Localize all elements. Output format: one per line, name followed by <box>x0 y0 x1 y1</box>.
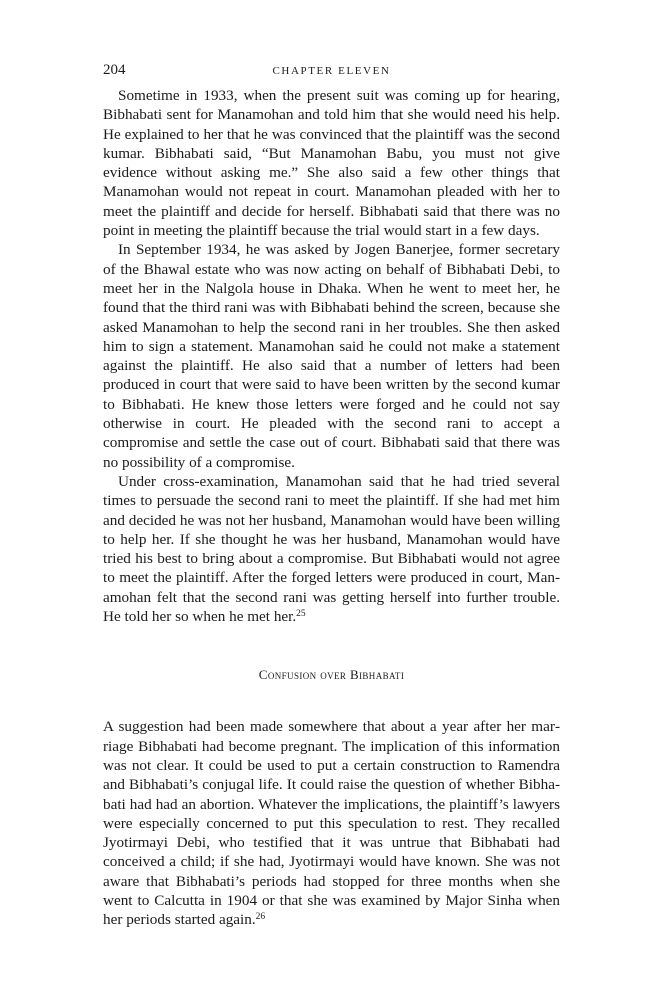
paragraph-3 <box>103 472 560 626</box>
section-paragraph <box>103 717 560 929</box>
page-number: 204 <box>103 62 126 78</box>
footnote-ref-26[interactable]: 26 <box>255 912 266 923</box>
paragraph-1: Sometime in 1933, when the present suit was coming up for hearing, Bibhabati sent for Manamohan and told him that she would need his help. He explained to her that he was convinced that the plaintiff was the second kumar. Bibhabati said, “But Manamohan Babu, you must not give evidence without asking me.” She also said a few other things that Manamohan would not repeat in court. Manamohan pleaded with her to meet the plaintiff and decide for herself. Bibhabati said that there was no point in meeting the plaintiff because the trial would start in a few days. <box>103 87 560 240</box>
running-head: CHAPTER ELEVEN <box>272 65 391 77</box>
book-page <box>103 62 560 930</box>
footnote-ref-25[interactable]: 25 <box>296 609 306 620</box>
page-header <box>103 62 560 86</box>
paragraph-2: In September 1934, he was asked by Jogen Banerjee, former secretary of the Bhawal estate who was now acting on behalf of Bibhabati Debi, to meet her in the Nalgola house in Dhaka. When he went to meet her, he found that the third rani was with Bibhabati behind the screen, because she asked Manamohan to help the second rani in her troubles. She then asked him to sign a statement. Manamohan said he could not make a statement against the plaintiff. He also said that a number of letters had been produced in court that were said to have been written by the second kumar to Bibhabati. He knew those letters were forged and he could not say otherwise in court. He pleaded with the second rani to accept a compromise and settle the case out of court. Bibhabati said that there was no possibility of a compromise. <box>103 241 560 471</box>
section-paragraph-text: A suggestion had been made somewhere that about a year after her marriage Bibhabati had become pregnant. The implication of this information was not clear. It could be used to put a certain construction to Ramendra and Bibhabati’s conjugal life. It could raise the question of whether Bibhabati had had an abortion. Whatever the implications, the plaintiff’s lawyers were especially concerned to put this speculation to rest. They recalled Jyotirmayi Debi, who testified that it was untrue that Bibhabati had conceived a child; if she had, Jyotirmayi would have known. She was not aware that Bibhabati’s periods had stopped for three months when she went to Calcutta in 1904 or that she was examined by Major Sinha when her periods started again. <box>103 718 560 929</box>
paragraph-3-text: Under cross-examination, Manamohan said that he had tried several times to persuade the second rani to meet the plaintiff. If she had met him and decided he was not her husband, Manamohan would have been willing to help her. If she thought he was her husband, Manamohan would have tried his best to bring about a compromise. But Bibhabati would not agree to meet the plaintiff. After the forged letters were produced in court, Manamohan felt that the second rani was getting herself into further trouble. He told her so when he met her. <box>103 472 560 626</box>
section-heading: Confusion over Bibhabati <box>258 667 405 683</box>
